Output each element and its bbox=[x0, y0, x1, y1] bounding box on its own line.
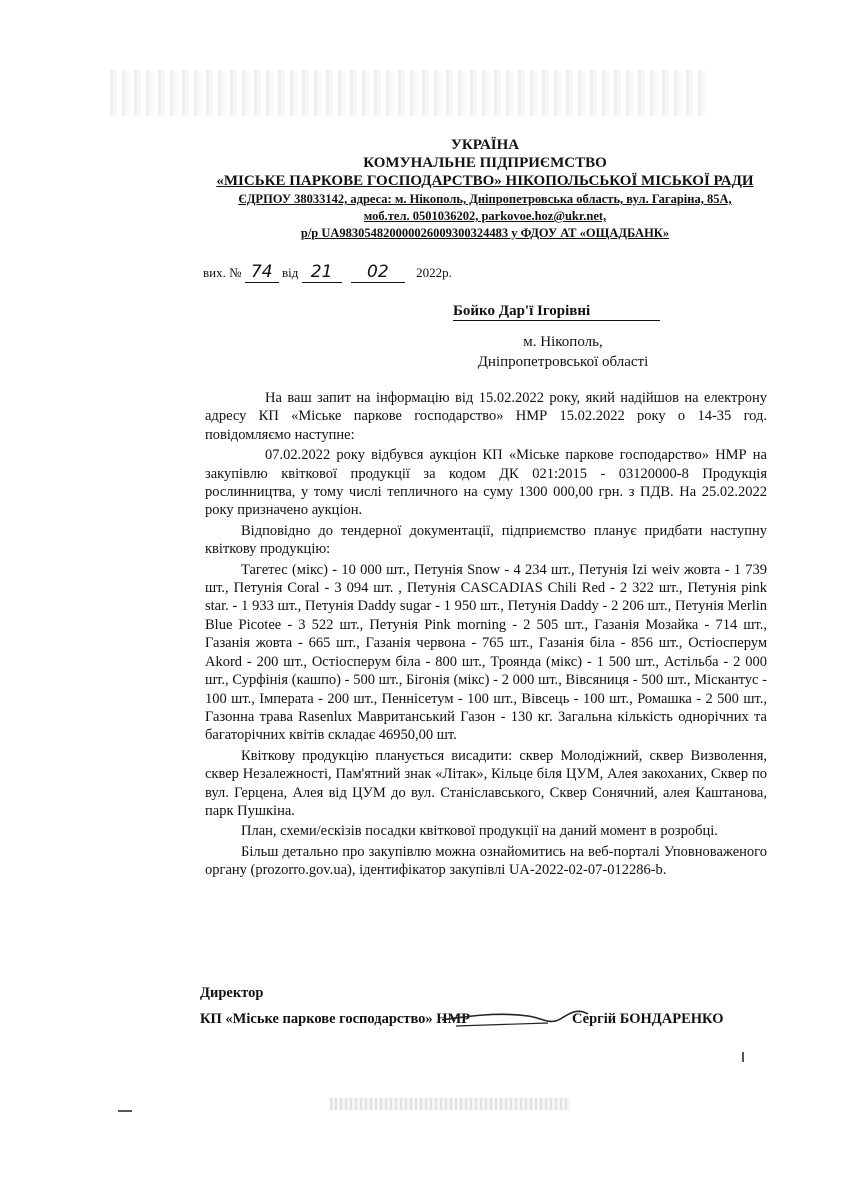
outgoing-reference bbox=[203, 262, 452, 283]
paragraph-flower-list: Тагетес (мікс) - 10 000 шт., Петунія Snow - 4 234 шт., Петунія Izi weiv жовта - 1 739 шт., Петунія Coral - 3 094 шт. , Петунія CASCADIAS Chili Red - 2 322 шт., Петунія pink star. - 1 933 шт., Петунія Daddy sugar - 1 950 шт., Петунія Daddy - 2 206 шт., Петунія Merlin Blue Picotee - 3 522 шт., Петунія Pink morning - 2 505 шт., Газанія Мозайка - 714 шт., Газанія жовта - 665 шт., Газанія червона - 765 шт., Газанія біла - 856 шт., Остіосперум Akord - 200 шт., Остіосперум біла - 800 шт., Троянда (мікс) - 1 500 шт., Астільба - 2 000 шт., Сурфінія (кашпо) - 500 шт., Бігонія (мікс) - 2 000 шт., Вівсяниця - 500 шт., Міскантус - 100 шт., Імперата - 200 шт., Пеннісетум - 100 шт., Вівсець - 100 шт., Ромашка - 2 500 шт., Газонна трава Rasenlux Мавританський Газон - 130 кг. Загальна кількість однорічних та багаторічних квітів складає 46950,00 шт. bbox=[205, 561, 767, 744]
paragraph-planting-sites: Квіткову продукцію планується висадити: сквер Молодіжний, сквер Визволення, сквер Незалежності, Пам'ятний знак «Літак», Кільце біля ЦУМ, Алея закоханих, Сквер по вул. Герцена, Алея від ЦУМ до вул. Станіславського, Сквер Сонячний, алея Каштанова, парк Пушкіна. bbox=[205, 747, 767, 819]
paragraph-plan: План, схеми/ескізів посадки квіткової продукції на даний момент в розробці. bbox=[241, 823, 718, 840]
letterhead-country: УКРАЇНА bbox=[450, 137, 520, 153]
letterhead-org-name: «МІСЬКЕ ПАРКОВЕ ГОСПОДАРСТВО» НІКОПОЛЬСЬКОЇ МІСЬКОЇ РАДИ bbox=[216, 173, 754, 189]
scan-mark bbox=[742, 1052, 744, 1062]
paragraph-auction: 07.02.2022 року відбувся аукціон КП «Міське паркове господарство» НМР на закупівлю квіткової продукції за кодом ДК 021:2015 - 03120000-8 Продукція рослинництва, у тому числі тепличного на суму 1300 000,00 грн. з ПДВ. На 25.02.2022 року призначено аукціон. bbox=[205, 447, 767, 519]
letterhead-address: ЄДРПОУ 38033142, адреса: м. Нікополь, Дніпропетровська область, вул. Гагаріна, 85А, bbox=[238, 192, 732, 206]
letterhead-org-type: КОМУНАЛЬНЕ ПІДПРИЄМСТВО bbox=[363, 155, 607, 171]
letter-body bbox=[205, 389, 767, 882]
outgoing-prefix: вих. № bbox=[203, 265, 242, 280]
recipient-name: Бойко Дар'ї Ігорівні bbox=[453, 303, 660, 321]
signer-title: Директор bbox=[200, 985, 264, 1001]
recipient-region: Дніпропетровської області bbox=[477, 354, 649, 370]
scan-noise-bottom bbox=[330, 1098, 570, 1110]
outgoing-day: 21 bbox=[302, 262, 342, 283]
handwritten-signature bbox=[438, 996, 628, 1036]
outgoing-from: від bbox=[282, 265, 299, 280]
recipient-address bbox=[453, 332, 673, 372]
outgoing-number: 74 bbox=[245, 262, 279, 283]
scan-mark bbox=[118, 1110, 132, 1112]
paragraph-prozorro: Більш детально про закупівлю можна ознайомитись на веб-порталі Уповноваженого органу (prozorro.gov.ua), ідентифікатор закупівлі UA-2022-02-07-012286-b. bbox=[205, 843, 767, 879]
letterhead-bank: р/р UA983054820000026009300324483 у ФДОУ АТ «ОЩАДБАНК» bbox=[300, 226, 670, 240]
paragraph-request: На ваш запит на інформацію від 15.02.2022 року, який надійшов на електрону адресу КП «Міське паркове господарство» НМР 15.02.2022 року о 14-35 год. повідомляємо наступне: bbox=[205, 390, 767, 443]
recipient-city: м. Нікополь, bbox=[523, 334, 603, 350]
scan-noise-top bbox=[110, 70, 710, 116]
signer-org: КП «Міське паркове господарство» НМР bbox=[200, 1011, 471, 1027]
paragraph-tender: Відповідно до тендерної документації, підприємство планує придбати наступну квіткову продукцію: bbox=[205, 522, 767, 558]
outgoing-month: 02 bbox=[351, 262, 405, 283]
letterhead-contacts: моб.тел. 0501036202, parkovoe.hoz@ukr.net, bbox=[363, 209, 607, 223]
signer-name: Сергій БОНДАРЕНКО bbox=[572, 1011, 724, 1027]
letterhead bbox=[190, 136, 780, 242]
outgoing-year: 2022р. bbox=[416, 265, 452, 280]
